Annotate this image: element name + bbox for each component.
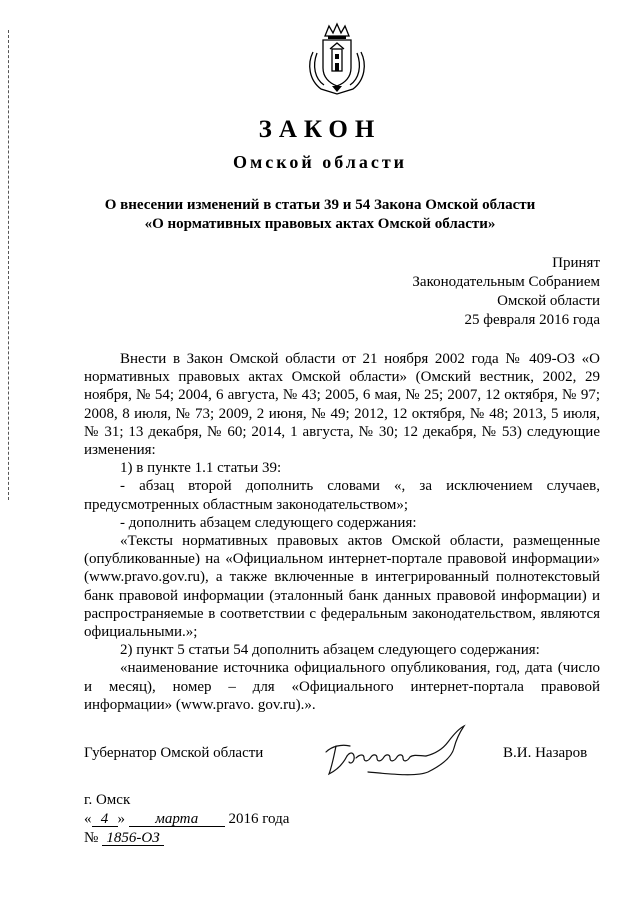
- adoption-line: Законодательным Собранием: [412, 274, 600, 290]
- body-paragraph: 2) пункт 5 статьи 54 дополнить абзацем следующего содержания:: [120, 642, 540, 659]
- body-paragraph: - абзац второй дополнить словами «, за исключением случаев, предусмотренных областным законодательством»;: [84, 478, 600, 513]
- adoption-block: [412, 254, 600, 330]
- body-paragraph: «Тексты нормативных правовых актов Омской области, размещенные (опубликованные) на «Официальном интернет-портале правовой информации» (www.pravo.gov.ru), а также включенные в интегрированный полнотекстовый банк правовой информации (эталонный банк данных правовой информации) и распространяемые в соответствии с федеральным законодательством, являются официальными.»;: [84, 533, 600, 641]
- document-title: ЗАКОН: [258, 116, 382, 143]
- law-number: [84, 829, 289, 848]
- body-paragraph: Внести в Закон Омской области от 21 ноября 2002 года № 409-ОЗ «О нормативных правовых актах Омской области» (Омский вестник, 2002, 29 ноября, № 54; 2004, 6 августа, № 43; 2005, 6 мая, № 25; 2007, 12 октября, № 97; 2008, 8 июля, № 73; 2009, 2 июня, № 49; 2012, 12 октября, № 48; 2013, 5 июля, № 31; 13 декабря, № 60; 2014, 1 августа, № 30; 12 декабря, № 53) следующие изменения:: [84, 351, 600, 459]
- adoption-date: 25 февраля 2016 года: [464, 312, 600, 328]
- city-label: г. Омск: [84, 792, 131, 808]
- region-name: Омской области: [232, 152, 408, 172]
- signatory-name: В.И. Назаров: [503, 745, 588, 761]
- number-sign: №: [84, 830, 99, 846]
- law-subject: [0, 196, 640, 234]
- footer-block: [84, 791, 289, 848]
- date-quote: «: [84, 811, 92, 827]
- signing-date: [84, 810, 289, 829]
- adoption-line: Принят: [552, 255, 600, 271]
- law-subject-line: О внесении изменений в статьи 39 и 54 Закона Омской области: [104, 197, 536, 213]
- date-year: 2016 года: [228, 811, 290, 827]
- law-body: [84, 350, 600, 714]
- body-paragraph: - дополнить абзацем следующего содержания:: [120, 514, 417, 531]
- law-number-value: 1856-ОЗ: [102, 831, 164, 846]
- date-day-value: 4: [92, 812, 118, 827]
- body-paragraph: 1) в пункте 1.1 статьи 39:: [120, 460, 282, 477]
- body-paragraph: «наименование источника официального опубликования, год, дата (число и месяц), номер – для «Официального интернет-портала правовой информации» (www.pravo. gov.ru).».: [84, 660, 600, 713]
- date-quote: »: [117, 811, 125, 827]
- law-subject-line: «О нормативных правовых актах Омской области»: [144, 216, 496, 232]
- signatory-position: Губернатор Омской области: [84, 745, 264, 761]
- margin-dashed-line: [8, 30, 10, 500]
- date-month-value: марта: [129, 812, 225, 827]
- handwritten-signature: [320, 722, 480, 780]
- adoption-line: Омской области: [497, 293, 600, 309]
- omsk-coat-of-arms-icon: [302, 22, 372, 96]
